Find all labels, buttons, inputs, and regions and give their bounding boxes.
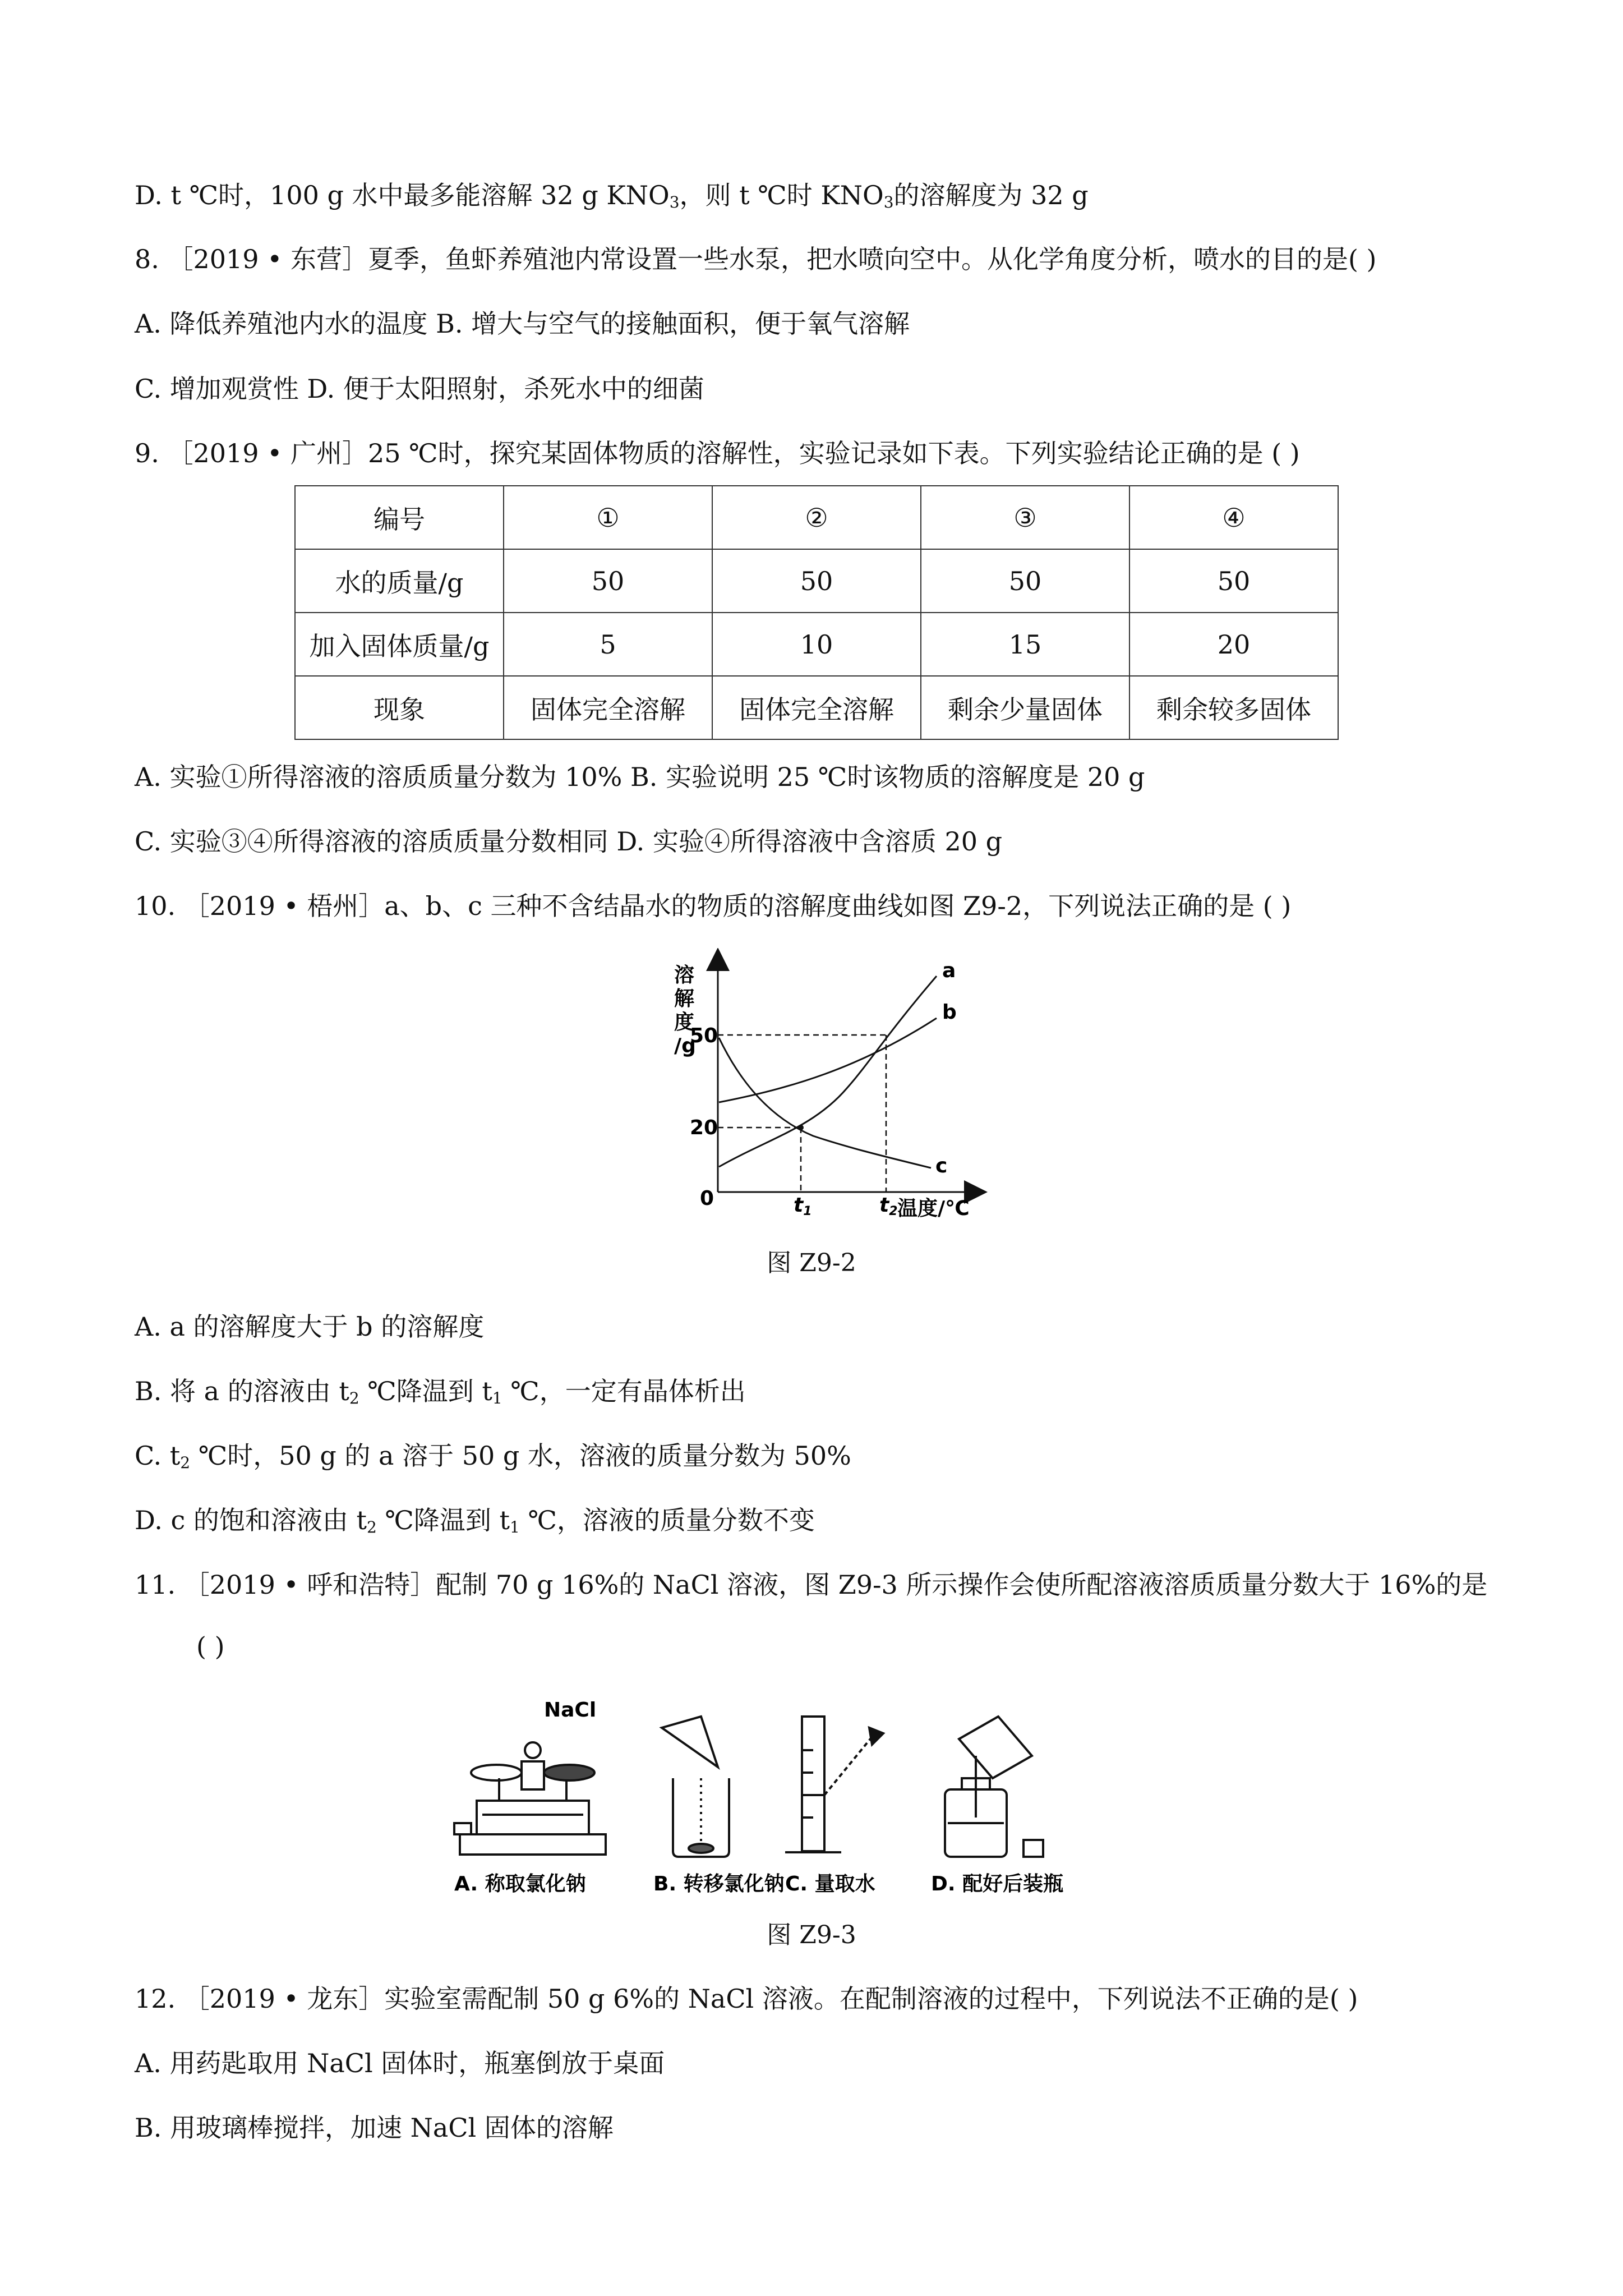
svg-text:度: 度 [674, 1011, 695, 1034]
table-row [295, 613, 1338, 676]
table-cell: 固体完全溶解 [712, 676, 921, 739]
q10-option-b: B. 将 a 的溶液由 $t_2$ ℃降温到 $t_1$ ℃，一定有晶体析出 [135, 1376, 746, 1407]
table-cell: 15 [921, 613, 1129, 676]
y-tick-50: 50 [690, 1024, 718, 1047]
table-row [295, 549, 1338, 613]
label-c-measure: C. 量取水 [785, 1872, 875, 1895]
question-8: 8. ［2019 • 东营］夏季，鱼虾养殖池内常设置一些水泵，把水喷向空中。从化学角度分析，喷水的目的是( ) [135, 244, 1377, 274]
question-10: 10. ［2019 • 梧州］a、b、c 三种不含结晶水的物质的溶解度曲线如图 Z9-2，下列说法正确的是 ( ) [135, 891, 1292, 921]
graduated-cylinder-illustration [785, 1717, 883, 1852]
q12-option-b: B. 用玻璃棒搅拌，加速 NaCl 固体的溶解 [135, 2113, 614, 2143]
table-cell: 加入固体质量/g [295, 613, 504, 676]
figure-caption-z9-2: 图 Z9-2 [767, 1249, 856, 1277]
q10-option-a: A. a 的溶解度大于 b 的溶解度 [135, 1312, 485, 1342]
svg-text:溶: 溶 [674, 964, 695, 987]
table-cell: 50 [1129, 549, 1338, 613]
table-cell: 5 [504, 613, 712, 676]
q7-option-d: D. t ℃时，100 g 水中最多能溶解 32 g $KNO_3$，则 t ℃时 $KNO_3$的溶解度为 32 g [135, 180, 1089, 211]
svg-text:/g: /g [674, 1034, 696, 1057]
balance-illustration [454, 1742, 606, 1855]
q8-options-cd: C. 增加观赏性 D. 便于太阳照射，杀死水中的细菌 [135, 374, 704, 404]
svg-text:解: 解 [674, 987, 695, 1010]
experiment-table [294, 485, 1339, 740]
nacl-label: NaCl [544, 1699, 597, 1722]
label-a: a [942, 959, 956, 982]
table-cell: 50 [504, 549, 712, 613]
table-cell: 编号 [295, 486, 504, 549]
label-b-transfer: B. 转移氯化钠 [653, 1872, 785, 1895]
table-row [295, 676, 1338, 739]
label-c: c [935, 1154, 948, 1177]
y-tick-0: 0 [700, 1187, 714, 1210]
q11-answer-paren: ( ) [196, 1631, 225, 1662]
label-b: b [942, 1001, 957, 1024]
table-cell: ② [712, 486, 921, 549]
curve-c [719, 1038, 931, 1168]
question-11: 11. ［2019 • 呼和浩特］配制 70 g 16%的 NaCl 溶液，图 Z9-3 所示操作会使所配溶液溶质质量分数大于 16%的是 [135, 1570, 1488, 1600]
q9-options-ab: A. 实验①所得溶液的溶质质量分数为 10% B. 实验说明 25 ℃时该物质的溶解度是 20 g [135, 762, 1145, 792]
solubility-curve-figure [645, 948, 993, 1240]
table-cell: ③ [921, 486, 1129, 549]
intersection-point [798, 1125, 804, 1130]
table-cell: 10 [712, 613, 921, 676]
q12-option-a: A. 用药匙取用 NaCl 固体时，瓶塞倒放于桌面 [135, 2048, 665, 2078]
figure-caption-z9-3: 图 Z9-3 [767, 1921, 856, 1949]
label-a-weigh: A. 称取氯化钠 [454, 1872, 586, 1895]
q10-option-c: C. $t_2$ ℃时，50 g 的 a 溶于 50 g 水，溶液的质量分数为 50% [135, 1441, 851, 1472]
q8-options-ab: A. 降低养殖池内水的温度 B. 增大与空气的接触面积，便于氧气溶解 [135, 309, 910, 339]
table-cell: 50 [921, 549, 1129, 613]
table-cell: 50 [712, 549, 921, 613]
curve-a [719, 976, 937, 1167]
table-row [295, 486, 1338, 549]
question-9: 9. ［2019 • 广州］25 ℃时，探究某固体物质的溶解性，实验记录如下表。下列实验结论正确的是 ( ) [135, 438, 1300, 468]
table-cell: 水的质量/g [295, 549, 504, 613]
bottle-pouring-illustration [945, 1717, 1043, 1857]
question-12: 12. ［2019 • 龙东］实验室需配制 50 g 6%的 NaCl 溶液。在配制溶液的过程中，下列说法不正确的是( ) [135, 1984, 1358, 2014]
table-cell: 固体完全溶解 [504, 676, 712, 739]
label-d-bottle: D. 配好后装瓶 [931, 1872, 1064, 1895]
table-cell: 现象 [295, 676, 504, 739]
q9-options-cd: C. 实验③④所得溶液的溶质质量分数相同 D. 实验④所得溶液中含溶质 20 g [135, 826, 1003, 857]
table-cell: 20 [1129, 613, 1338, 676]
table-cell: 剩余少量固体 [921, 676, 1129, 739]
x-tick-t2: t2 [879, 1194, 898, 1218]
y-tick-20: 20 [690, 1116, 718, 1139]
beaker-transfer-illustration [662, 1717, 729, 1857]
table-cell: 剩余较多固体 [1129, 676, 1338, 739]
q10-option-d: D. c 的饱和溶液由 $t_2$ ℃降温到 $t_1$ ℃，溶液的质量分数不变 [135, 1505, 815, 1536]
x-tick-t1: t1 [794, 1194, 812, 1218]
table-cell: ④ [1129, 486, 1338, 549]
x-axis-label: 温度/℃ [897, 1197, 970, 1220]
table-cell: ① [504, 486, 712, 549]
operations-figure [437, 1694, 1200, 1902]
